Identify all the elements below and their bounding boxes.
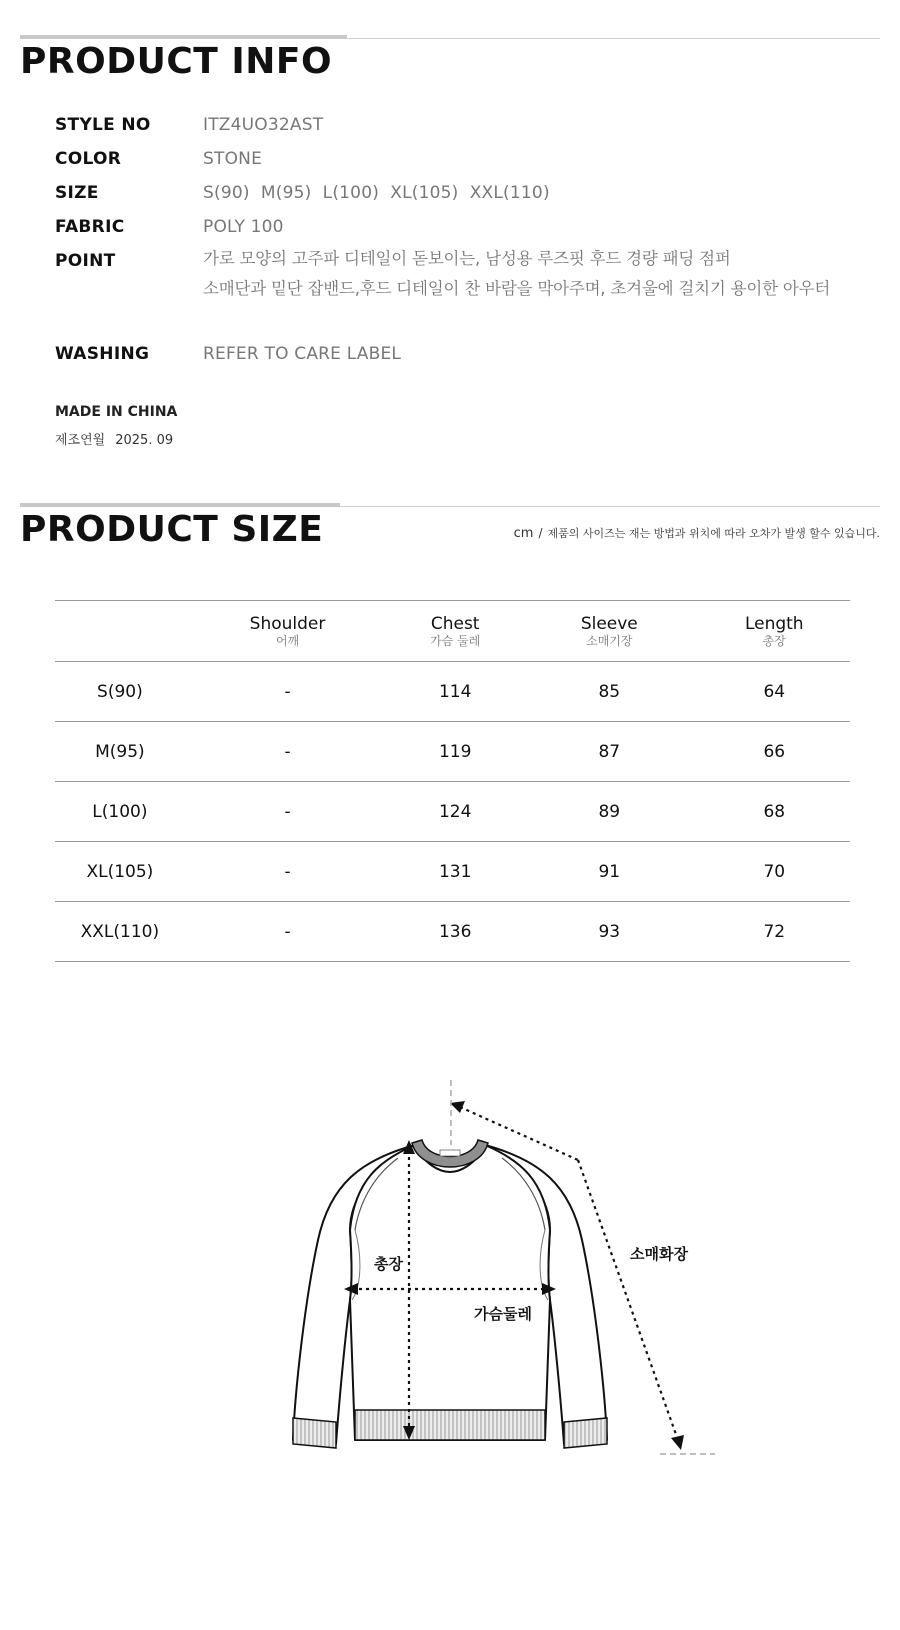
header-length	[699, 601, 850, 662]
product-size-title: PRODUCT SIZE	[20, 509, 324, 550]
length-label: 총장	[374, 1255, 403, 1273]
fabric-label: FABRIC	[55, 217, 125, 237]
manufacture-date	[55, 429, 173, 448]
length-cell: 64	[699, 662, 850, 722]
table-row	[55, 782, 850, 842]
sleeve-cell: 93	[520, 902, 698, 962]
info-section-bar	[20, 35, 347, 39]
sleeve-cell: 87	[520, 722, 698, 782]
shoulder-cell: -	[185, 842, 391, 902]
length-cell: 68	[699, 782, 850, 842]
size-note-text: 제품의 사이즈는 재는 방법과 위치에 따라 오차가 발생 할수 있습니다.	[547, 527, 880, 540]
style-no-label: STYLE NO	[55, 115, 151, 135]
shoulder-cell: -	[185, 722, 391, 782]
header-sleeve	[520, 601, 698, 662]
made-in-country: MADE IN CHINA	[55, 404, 178, 420]
washing-label: WASHING	[55, 344, 150, 364]
chest-cell: 119	[390, 722, 520, 782]
length-cell: 70	[699, 842, 850, 902]
fabric-value: POLY 100	[203, 217, 284, 237]
info-row-point	[55, 251, 860, 304]
size-table-header	[55, 601, 850, 662]
shoulder-cell: -	[185, 782, 391, 842]
info-row-washing	[55, 344, 860, 364]
sleeve-cell: 89	[520, 782, 698, 842]
left-cuff	[293, 1418, 336, 1448]
point-label: POINT	[55, 251, 116, 271]
info-row-size	[55, 183, 860, 203]
header-shoulder	[185, 601, 391, 662]
note-separator: /	[538, 526, 543, 540]
measurement-diagram	[0, 1060, 900, 1500]
header-sleeve-en: Sleeve	[580, 614, 638, 634]
manufacture-date-label: 제조연월	[55, 433, 106, 448]
header-length-ko: 총장	[762, 634, 786, 648]
shoulder-cell: -	[185, 662, 391, 722]
info-row-style-no	[55, 115, 860, 135]
size-measurement-note	[514, 525, 880, 541]
size-cell: L(100)	[55, 782, 185, 842]
header-length-en: Length	[744, 614, 804, 634]
info-row-fabric	[55, 217, 860, 237]
size-cell: XL(105)	[55, 842, 185, 902]
size-cell: S(90)	[55, 662, 185, 722]
table-row	[55, 842, 850, 902]
header-shoulder-ko: 어깨	[275, 634, 300, 648]
color-value: STONE	[203, 149, 263, 169]
size-label: SIZE	[55, 183, 99, 203]
length-cell: 72	[699, 902, 850, 962]
header-shoulder-en: Shoulder	[249, 614, 326, 634]
right-cuff	[564, 1418, 607, 1448]
size-table	[55, 600, 850, 962]
info-row-color	[55, 149, 860, 169]
color-label: COLOR	[55, 149, 122, 169]
table-row	[55, 902, 850, 962]
point-line-1: 가로 모양의 고주파 디테일이 돋보이는, 남성용 루즈핏 후드 경량 패딩 점퍼	[203, 249, 731, 268]
shoulder-cell: -	[185, 902, 391, 962]
header-chest	[390, 601, 520, 662]
sleeve-cell: 91	[520, 842, 698, 902]
point-line-2: 소매단과 밑단 잡밴드,후드 디테일이 찬 바람을 막아주며, 초겨울에 걸치기 용이한 아우터	[203, 279, 831, 298]
table-row	[55, 662, 850, 722]
sweatshirt-icon	[293, 1145, 607, 1444]
washing-value: REFER TO CARE LABEL	[203, 344, 402, 364]
header-size-column	[55, 601, 185, 662]
chest-cell: 136	[390, 902, 520, 962]
size-cell: XXL(110)	[55, 902, 185, 962]
chest-cell: 114	[390, 662, 520, 722]
length-cell: 66	[699, 722, 850, 782]
size-cell: M(95)	[55, 722, 185, 782]
chest-cell: 131	[390, 842, 520, 902]
hem-rib	[355, 1410, 545, 1440]
header-chest-ko: 가슴 둘레	[430, 634, 481, 648]
product-info-title: PRODUCT INFO	[20, 41, 333, 82]
header-sleeve-ko: 소매기장	[586, 634, 633, 648]
chest-label: 가슴둘레	[474, 1305, 532, 1323]
point-description	[203, 244, 830, 304]
table-row	[55, 722, 850, 782]
manufacture-date-value: 2025. 09	[115, 433, 174, 448]
style-no-value: ITZ4UO32AST	[203, 115, 324, 135]
chest-cell: 124	[390, 782, 520, 842]
sleeve-label: 소매화장	[630, 1245, 688, 1263]
size-section-bar	[20, 503, 340, 507]
size-value: S(90) M(95) L(100) XL(105) XXL(110)	[203, 183, 550, 203]
header-chest-en: Chest	[430, 614, 480, 634]
size-unit: cm	[513, 526, 534, 541]
sleeve-cell: 85	[520, 662, 698, 722]
